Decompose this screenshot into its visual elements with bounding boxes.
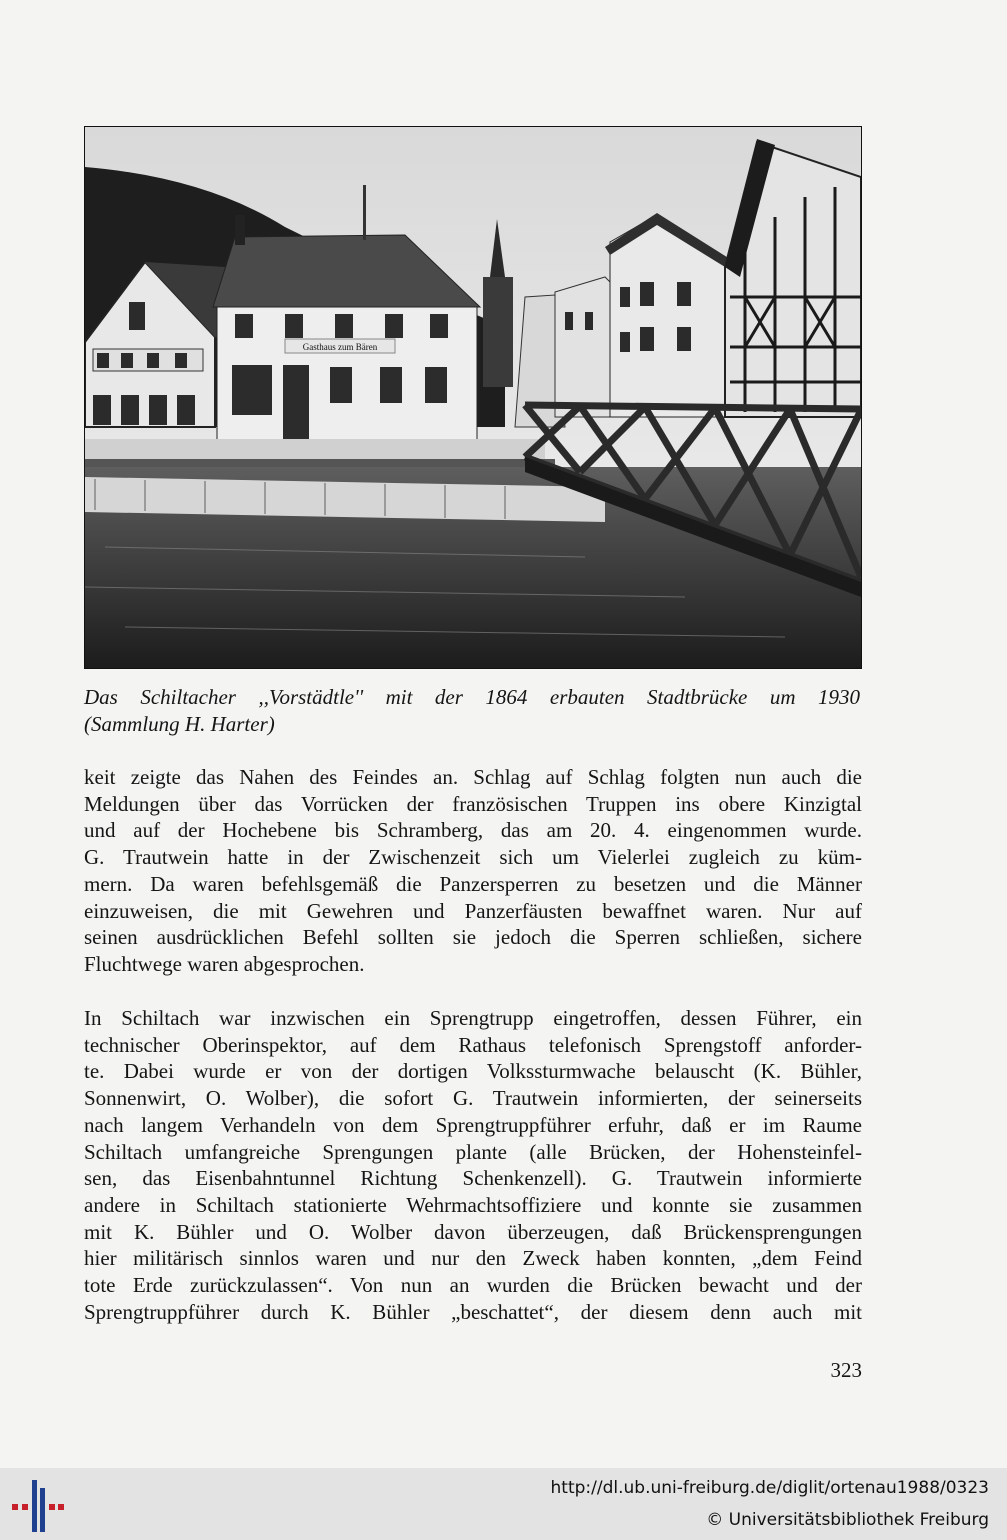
text-line: sen, das Eisenbahntunnel Richtung Schenkenzell). G. Trautwein informierte: [84, 1166, 862, 1191]
text-line: G. Trautwein hatte in der Zwischenzeit sich um Vielerlei zugleich zu küm-: [84, 845, 862, 870]
copyright-notice: © Universitätsbibliothek Freiburg: [706, 1510, 989, 1530]
caption-line-2: (Sammlung H. Harter): [84, 712, 275, 736]
text-line: Sonnenwirt, O. Wolber), die sofort G. Trautwein informierten, der seinerseits: [84, 1086, 862, 1111]
body-paragraph-1: [84, 764, 862, 978]
text-line: Meldungen über das Vorrücken der französischen Truppen ins obere Kinzigtal: [84, 791, 862, 816]
svg-text:Gasthaus zum Bären: Gasthaus zum Bären: [302, 342, 378, 352]
page-number: 323: [830, 1358, 862, 1382]
text-line: einzuweisen, die mit Gewehren und Panzerfäusten bewaffnet waren. Nur auf: [84, 898, 862, 923]
text-line: nach langem Verhandeln von dem Sprengtruppführer erfuhr, daß er im Raume: [84, 1112, 862, 1137]
photo-caption: [84, 684, 860, 738]
text-line: andere in Schiltach stationierte Wehrmachtsoffiziere und konnte sie zusammen: [84, 1192, 862, 1217]
text-line: hier militärisch sinnlos waren und nur den Zweck haben konnten, „dem Feind: [84, 1246, 862, 1271]
library-footer: [0, 1468, 1007, 1540]
text-line: seinen ausdrücklichen Befehl sollten sie jedoch die Sperren schließen, sichere: [84, 925, 862, 950]
source-url-link[interactable]: http://dl.ub.uni-freiburg.de/diglit/ortenau1988/0323: [550, 1478, 989, 1498]
library-logo-icon: [12, 1480, 64, 1532]
text-line: Fluchtwege waren abgesprochen.: [84, 951, 365, 976]
text-line: und auf der Hochebene bis Schramberg, das am 20. 4. eingenommen wurde.: [84, 818, 862, 843]
text-line: keit zeigte das Nahen des Feindes an. Schlag auf Schlag folgten nun auch die: [84, 765, 862, 789]
text-line: Schiltach umfangreiche Sprengungen plante (alle Brücken, der Hohensteinfel-: [84, 1139, 862, 1164]
photo-scene: [85, 127, 861, 668]
text-line: In Schiltach war inzwischen ein Sprengtrupp eingetroffen, dessen Führer, ein: [84, 1006, 862, 1030]
text-line: te. Dabei wurde er von der dortigen Volkssturmwache belauscht (K. Bühler,: [84, 1059, 862, 1084]
text-line: mit K. Bühler und O. Wolber davon überzeugen, daß Brückensprengungen: [84, 1219, 862, 1244]
text-line: technischer Oberinspektor, auf dem Rathaus telefonisch Sprengstoff anforder-: [84, 1032, 862, 1057]
text-line: tote Erde zurückzulassen“. Von nun an wurden die Brücken bewacht und der: [84, 1273, 862, 1298]
body-paragraph-2: [84, 1005, 862, 1325]
text-line: mern. Da waren befehlsgemäß die Panzersperren zu besetzen und die Männer: [84, 871, 862, 896]
historic-photograph: [84, 126, 862, 669]
caption-line-1: Das Schiltacher ,,Vorstädtle'' mit der 1864 erbauten Stadtbrücke um 1930: [84, 685, 860, 709]
text-line: Sprengtruppführer durch K. Bühler „beschattet“, der diesem denn auch mit: [84, 1299, 862, 1324]
